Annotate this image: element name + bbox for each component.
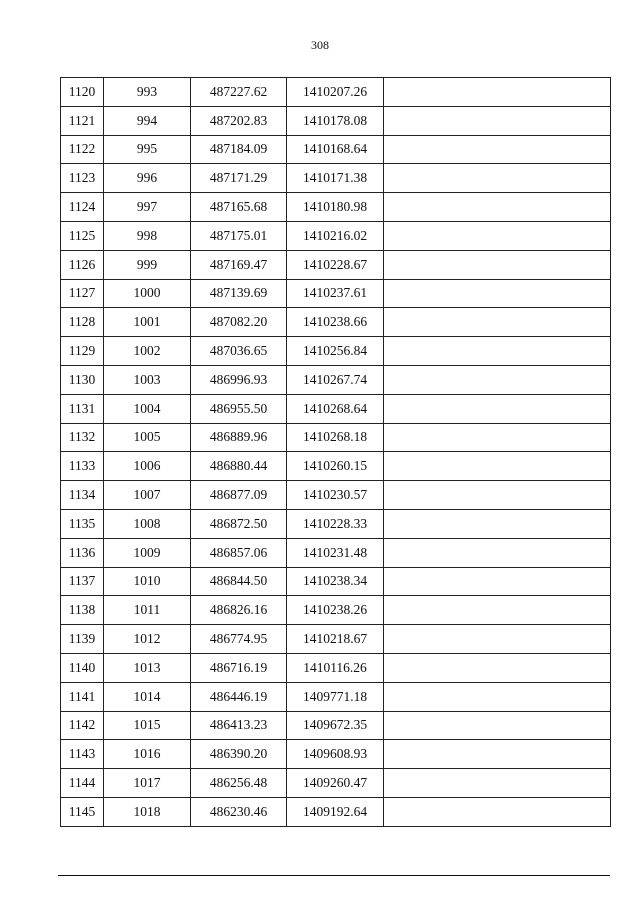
table-row <box>61 740 611 769</box>
x-coordinate-cell: 487139.69 <box>191 279 287 308</box>
table-row <box>61 625 611 654</box>
row-number-cell: 1142 <box>61 711 104 740</box>
row-number-cell: 1135 <box>61 509 104 538</box>
row-number-cell: 1120 <box>61 78 104 107</box>
x-coordinate-cell: 487165.68 <box>191 193 287 222</box>
point-number-cell: 1011 <box>104 596 191 625</box>
table-row <box>61 78 611 107</box>
row-number-cell: 1131 <box>61 394 104 423</box>
x-coordinate-cell: 487227.62 <box>191 78 287 107</box>
notes-cell <box>384 740 611 769</box>
x-coordinate-cell: 486826.16 <box>191 596 287 625</box>
y-coordinate-cell: 1410207.26 <box>287 78 384 107</box>
table-row <box>61 452 611 481</box>
y-coordinate-cell: 1410238.26 <box>287 596 384 625</box>
notes-cell <box>384 394 611 423</box>
notes-cell <box>384 164 611 193</box>
table-row <box>61 193 611 222</box>
y-coordinate-cell: 1410267.74 <box>287 365 384 394</box>
x-coordinate-cell: 486857.06 <box>191 538 287 567</box>
point-number-cell: 1016 <box>104 740 191 769</box>
point-number-cell: 1002 <box>104 337 191 366</box>
x-coordinate-cell: 486446.19 <box>191 682 287 711</box>
table-row <box>61 567 611 596</box>
table-row <box>61 250 611 279</box>
row-number-cell: 1125 <box>61 221 104 250</box>
notes-cell <box>384 221 611 250</box>
table-row <box>61 538 611 567</box>
point-number-cell: 1006 <box>104 452 191 481</box>
y-coordinate-cell: 1410268.64 <box>287 394 384 423</box>
table-row <box>61 797 611 826</box>
y-coordinate-cell: 1410237.61 <box>287 279 384 308</box>
row-number-cell: 1121 <box>61 106 104 135</box>
notes-cell <box>384 625 611 654</box>
x-coordinate-cell: 487184.09 <box>191 135 287 164</box>
y-coordinate-cell: 1410116.26 <box>287 653 384 682</box>
table-row <box>61 308 611 337</box>
x-coordinate-cell: 487202.83 <box>191 106 287 135</box>
row-number-cell: 1122 <box>61 135 104 164</box>
notes-cell <box>384 193 611 222</box>
point-number-cell: 1018 <box>104 797 191 826</box>
row-number-cell: 1140 <box>61 653 104 682</box>
notes-cell <box>384 567 611 596</box>
x-coordinate-cell: 487082.20 <box>191 308 287 337</box>
x-coordinate-cell: 486872.50 <box>191 509 287 538</box>
point-number-cell: 1015 <box>104 711 191 740</box>
table-row <box>61 221 611 250</box>
y-coordinate-cell: 1409260.47 <box>287 769 384 798</box>
row-number-cell: 1136 <box>61 538 104 567</box>
notes-cell <box>384 78 611 107</box>
point-number-cell: 997 <box>104 193 191 222</box>
coordinates-table <box>60 77 611 827</box>
table-row <box>61 106 611 135</box>
notes-cell <box>384 365 611 394</box>
point-number-cell: 1014 <box>104 682 191 711</box>
point-number-cell: 999 <box>104 250 191 279</box>
x-coordinate-cell: 487169.47 <box>191 250 287 279</box>
y-coordinate-cell: 1410260.15 <box>287 452 384 481</box>
notes-cell <box>384 509 611 538</box>
x-coordinate-cell: 487036.65 <box>191 337 287 366</box>
table-row <box>61 394 611 423</box>
notes-cell <box>384 308 611 337</box>
y-coordinate-cell: 1410256.84 <box>287 337 384 366</box>
row-number-cell: 1127 <box>61 279 104 308</box>
notes-cell <box>384 682 611 711</box>
y-coordinate-cell: 1410218.67 <box>287 625 384 654</box>
notes-cell <box>384 279 611 308</box>
point-number-cell: 993 <box>104 78 191 107</box>
y-coordinate-cell: 1410268.18 <box>287 423 384 452</box>
row-number-cell: 1126 <box>61 250 104 279</box>
table-row <box>61 365 611 394</box>
y-coordinate-cell: 1410216.02 <box>287 221 384 250</box>
point-number-cell: 1007 <box>104 481 191 510</box>
point-number-cell: 1010 <box>104 567 191 596</box>
row-number-cell: 1141 <box>61 682 104 711</box>
table-row <box>61 653 611 682</box>
table-body <box>61 78 611 827</box>
notes-cell <box>384 337 611 366</box>
x-coordinate-cell: 487171.29 <box>191 164 287 193</box>
table-row <box>61 337 611 366</box>
point-number-cell: 1012 <box>104 625 191 654</box>
point-number-cell: 994 <box>104 106 191 135</box>
point-number-cell: 1001 <box>104 308 191 337</box>
row-number-cell: 1133 <box>61 452 104 481</box>
y-coordinate-cell: 1410230.57 <box>287 481 384 510</box>
y-coordinate-cell: 1410178.08 <box>287 106 384 135</box>
row-number-cell: 1132 <box>61 423 104 452</box>
table-row <box>61 135 611 164</box>
row-number-cell: 1139 <box>61 625 104 654</box>
table-row <box>61 682 611 711</box>
point-number-cell: 1003 <box>104 365 191 394</box>
notes-cell <box>384 538 611 567</box>
x-coordinate-cell: 486880.44 <box>191 452 287 481</box>
notes-cell <box>384 797 611 826</box>
page-number: 308 <box>311 38 329 52</box>
point-number-cell: 1013 <box>104 653 191 682</box>
notes-cell <box>384 250 611 279</box>
y-coordinate-cell: 1409672.35 <box>287 711 384 740</box>
point-number-cell: 1017 <box>104 769 191 798</box>
notes-cell <box>384 135 611 164</box>
table-row <box>61 769 611 798</box>
x-coordinate-cell: 486844.50 <box>191 567 287 596</box>
notes-cell <box>384 711 611 740</box>
y-coordinate-cell: 1410168.64 <box>287 135 384 164</box>
y-coordinate-cell: 1410231.48 <box>287 538 384 567</box>
notes-cell <box>384 106 611 135</box>
row-number-cell: 1129 <box>61 337 104 366</box>
row-number-cell: 1123 <box>61 164 104 193</box>
row-number-cell: 1143 <box>61 740 104 769</box>
row-number-cell: 1138 <box>61 596 104 625</box>
x-coordinate-cell: 486996.93 <box>191 365 287 394</box>
notes-cell <box>384 423 611 452</box>
notes-cell <box>384 452 611 481</box>
x-coordinate-cell: 486774.95 <box>191 625 287 654</box>
y-coordinate-cell: 1410228.67 <box>287 250 384 279</box>
y-coordinate-cell: 1410228.33 <box>287 509 384 538</box>
y-coordinate-cell: 1410238.66 <box>287 308 384 337</box>
table-row <box>61 711 611 740</box>
row-number-cell: 1145 <box>61 797 104 826</box>
point-number-cell: 1008 <box>104 509 191 538</box>
point-number-cell: 998 <box>104 221 191 250</box>
point-number-cell: 995 <box>104 135 191 164</box>
table-row <box>61 596 611 625</box>
point-number-cell: 1004 <box>104 394 191 423</box>
row-number-cell: 1134 <box>61 481 104 510</box>
table-row <box>61 164 611 193</box>
table-row <box>61 423 611 452</box>
notes-cell <box>384 653 611 682</box>
y-coordinate-cell: 1409192.64 <box>287 797 384 826</box>
x-coordinate-cell: 486889.96 <box>191 423 287 452</box>
x-coordinate-cell: 486413.23 <box>191 711 287 740</box>
row-number-cell: 1144 <box>61 769 104 798</box>
row-number-cell: 1124 <box>61 193 104 222</box>
x-coordinate-cell: 486390.20 <box>191 740 287 769</box>
y-coordinate-cell: 1410171.38 <box>287 164 384 193</box>
row-number-cell: 1137 <box>61 567 104 596</box>
x-coordinate-cell: 486877.09 <box>191 481 287 510</box>
y-coordinate-cell: 1409608.93 <box>287 740 384 769</box>
y-coordinate-cell: 1409771.18 <box>287 682 384 711</box>
notes-cell <box>384 769 611 798</box>
point-number-cell: 996 <box>104 164 191 193</box>
x-coordinate-cell: 486716.19 <box>191 653 287 682</box>
point-number-cell: 1000 <box>104 279 191 308</box>
y-coordinate-cell: 1410180.98 <box>287 193 384 222</box>
table-row <box>61 279 611 308</box>
table-row <box>61 481 611 510</box>
x-coordinate-cell: 486955.50 <box>191 394 287 423</box>
x-coordinate-cell: 486256.48 <box>191 769 287 798</box>
row-number-cell: 1130 <box>61 365 104 394</box>
x-coordinate-cell: 486230.46 <box>191 797 287 826</box>
row-number-cell: 1128 <box>61 308 104 337</box>
notes-cell <box>384 481 611 510</box>
table-row <box>61 509 611 538</box>
footer-rule <box>58 875 610 876</box>
notes-cell <box>384 596 611 625</box>
y-coordinate-cell: 1410238.34 <box>287 567 384 596</box>
point-number-cell: 1005 <box>104 423 191 452</box>
point-number-cell: 1009 <box>104 538 191 567</box>
x-coordinate-cell: 487175.01 <box>191 221 287 250</box>
